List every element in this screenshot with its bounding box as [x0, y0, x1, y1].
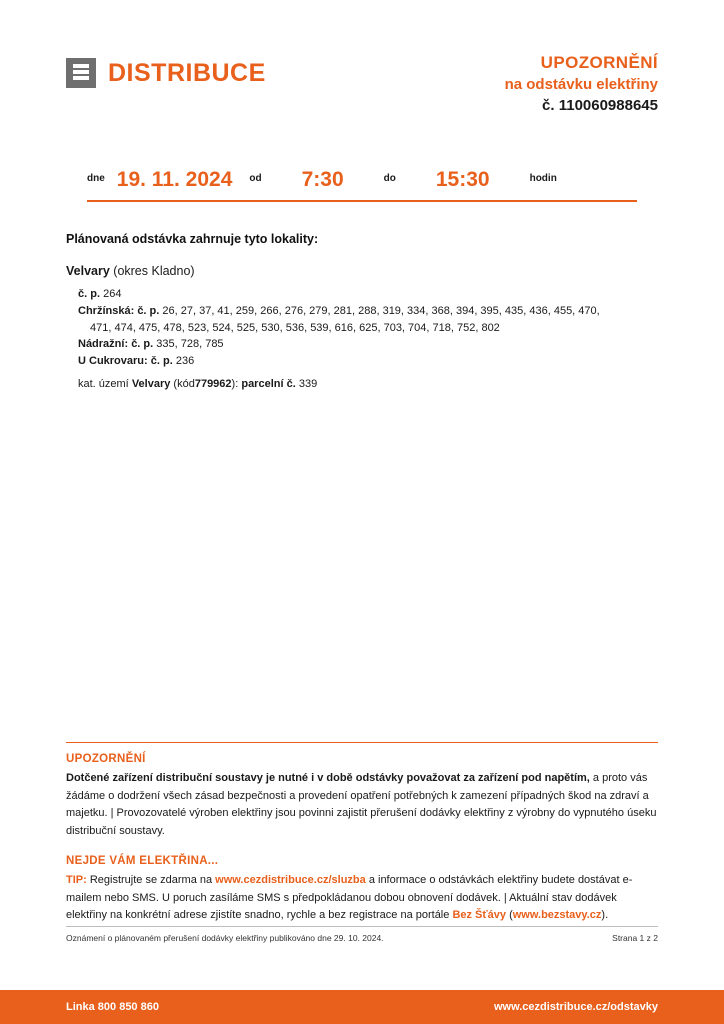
- address-row: [78, 303, 664, 319]
- address-street: Nádražní:: [78, 338, 129, 350]
- notice-heading: [505, 52, 658, 116]
- tip-label: TIP:: [66, 874, 87, 886]
- address-prefix: č. p.: [150, 355, 173, 367]
- warning-text-bold: Dotčené zařízení distribuční soustavy je nutné i v době odstávky považovat za zařízení pod napětím,: [66, 772, 590, 784]
- warning-text-rest: a proto vás žádáme o dodržení všech zásad bezpečnosti a provedení opatření potřebných k zamezení případných škod na zdraví a majetku. | Provozovatelé výroben elektřiny jsou povinni zajistit přerušení dodávky elektřiny z výrobny do vypnutého úseku distribuční soustavy.: [66, 772, 657, 837]
- address-numbers: 264: [103, 288, 122, 300]
- footer-phone: Linka 800 850 860: [66, 1001, 159, 1013]
- from-label: od: [249, 173, 262, 184]
- notice-heading-line1: UPOZORNĚNÍ: [540, 53, 658, 72]
- help-text-part1: Registrujte se zdarma na: [86, 874, 216, 886]
- brand-name: DISTRIBUCE: [108, 58, 266, 87]
- address-row: [78, 336, 664, 352]
- to-label: do: [383, 173, 396, 184]
- section-title: Plánovaná odstávka zahrnuje tyto lokality:: [66, 232, 319, 246]
- address-row: [78, 286, 664, 302]
- cadastre-name: Velvary: [131, 378, 171, 390]
- hours-label: hodin: [529, 173, 557, 184]
- cadastre-code-suffix: ):: [231, 378, 239, 390]
- outage-time-from: 7:30: [301, 168, 344, 191]
- cadastre-code-label: (kód: [173, 378, 195, 390]
- service-link[interactable]: www.cezdistribuce.cz/sluzba: [215, 874, 366, 886]
- address-prefix: č. p.: [137, 305, 160, 317]
- address-numbers: 236: [175, 355, 195, 367]
- address-street: U Cukrovaru:: [78, 355, 148, 367]
- locality-city-line: [66, 262, 664, 280]
- address-street: Chržínská:: [78, 305, 135, 317]
- parcel-label: parcelní č.: [241, 378, 296, 390]
- warning-title: UPOZORNĚNÍ: [66, 753, 146, 765]
- warning-text: [66, 770, 658, 840]
- help-section: [66, 855, 658, 925]
- footer-web: www.cezdistribuce.cz/odstavky: [493, 1001, 658, 1013]
- outage-time-to: 15:30: [435, 168, 490, 191]
- outage-date: 19. 11. 2024: [116, 168, 233, 191]
- locality-district: (okres Kladno): [113, 264, 195, 278]
- address-numbers: 26, 27, 37, 41, 259, 266, 276, 279, 281, 288, 319, 334, 368, 394, 395, 435, 436, 455, 470,: [162, 305, 600, 317]
- cadastre-code: 779962: [194, 378, 232, 390]
- cadastre-prefix: kat. území: [78, 378, 129, 390]
- address-list: [66, 286, 664, 392]
- address-prefix: č. p.: [131, 338, 154, 350]
- brand-logo: [66, 58, 266, 88]
- cadastre-row: [78, 376, 664, 392]
- locality-city: Velvary: [66, 264, 110, 278]
- notice-number: č. 110060988645: [542, 97, 658, 114]
- help-text-part2: a informace o odstávkách elektřiny budete dostávat e-mailem nebo SMS. U poruch zasíláme SMS s předpokládanou dobou obnovení dodávek. | Aktuální stav dodávek elektřiny na konkrétní adrese zjistíte snadno, rychle a bez registrace na portále: [66, 874, 633, 921]
- warning-section: [66, 742, 658, 840]
- address-numbers-continued: 471, 474, 475, 478, 523, 524, 525, 530, 536, 539, 616, 625, 703, 704, 718, 752, 802: [90, 322, 500, 334]
- cez-e-logo-icon: [66, 58, 96, 88]
- outage-datetime-bar: [87, 160, 637, 202]
- parcel-number: 339: [298, 378, 318, 390]
- brand-bezstavy: Bez Šťávy: [452, 909, 507, 921]
- page-number: Strana 1 z 2: [612, 933, 658, 943]
- locality-block: [66, 262, 664, 392]
- bezstavy-link[interactable]: www.bezstavy.cz: [512, 909, 602, 921]
- address-prefix: č. p.: [78, 288, 101, 300]
- help-text-part4: ).: [601, 909, 609, 921]
- document-meta: [66, 926, 658, 943]
- help-text: [66, 872, 658, 925]
- date-label: dne: [87, 173, 105, 184]
- footer-bar: [0, 990, 724, 1024]
- publication-note: Oznámení o plánovaném přerušení dodávky elektřiny publikováno dne 29. 10. 2024.: [66, 933, 384, 943]
- notice-heading-line2: na odstávku elektřiny: [504, 76, 658, 93]
- document-header: [66, 52, 658, 122]
- help-title: NEJDE VÁM ELEKTŘINA...: [66, 855, 219, 867]
- address-row: [78, 353, 664, 369]
- address-numbers: 335, 728, 785: [156, 338, 224, 350]
- help-text-part3: (: [506, 909, 513, 921]
